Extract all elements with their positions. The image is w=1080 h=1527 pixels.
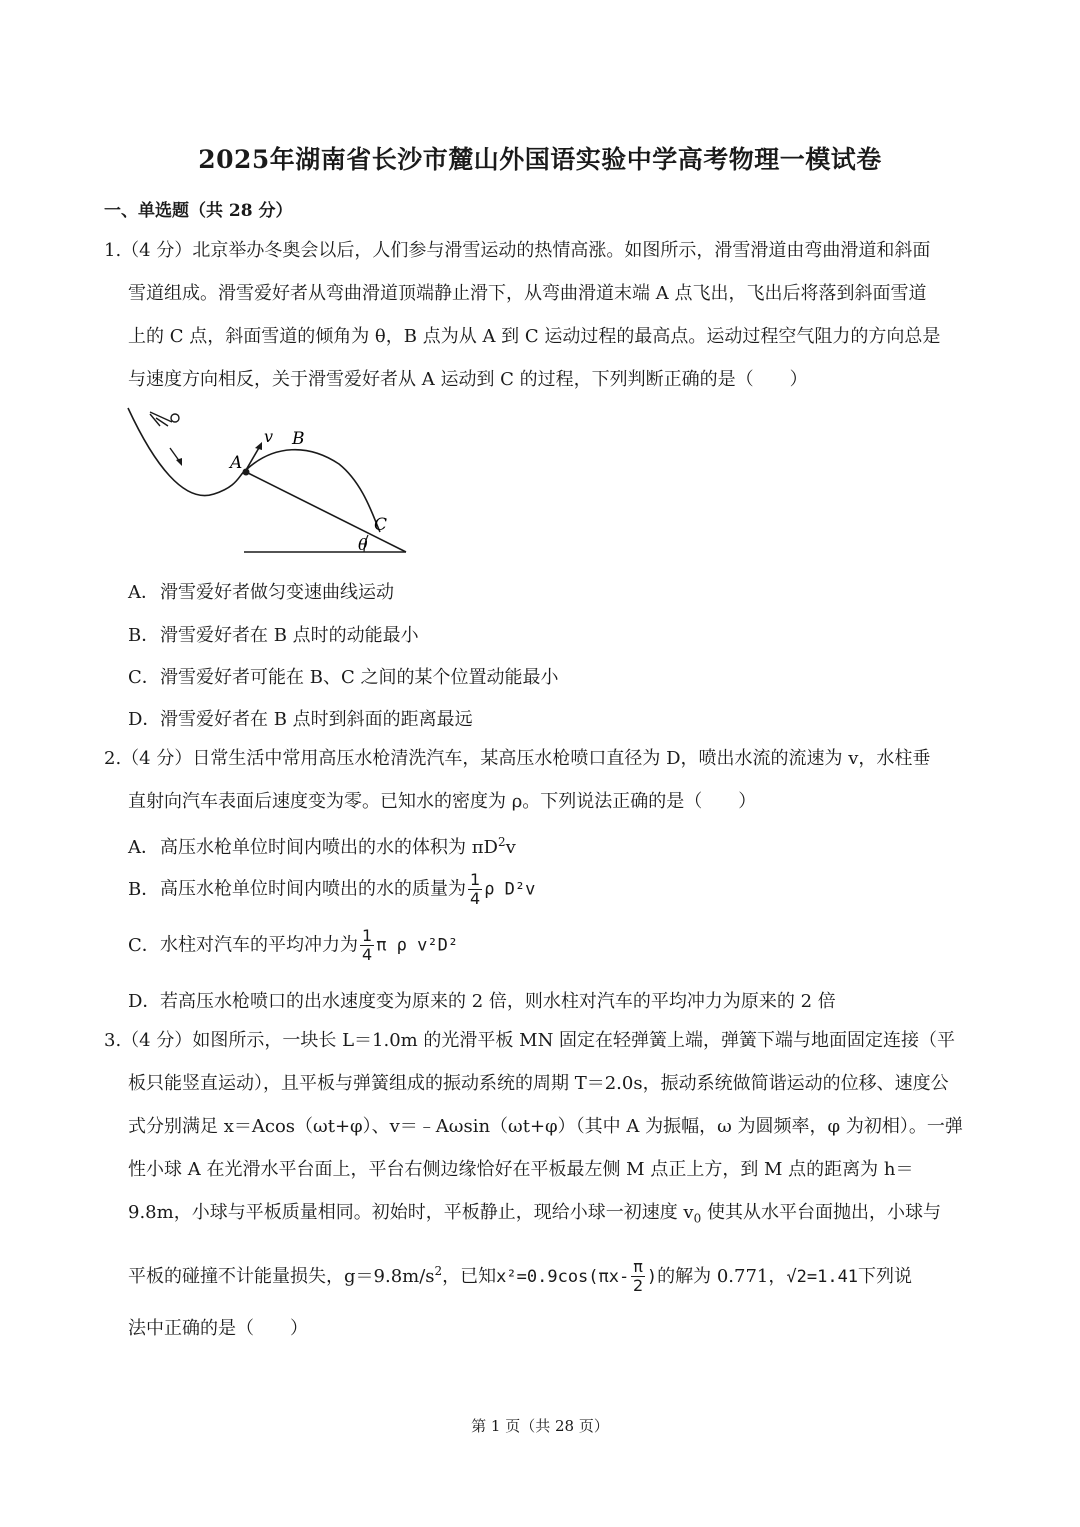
question-1-stem bbox=[104, 229, 980, 401]
curved-slide-track bbox=[128, 408, 246, 496]
label-v: v bbox=[264, 427, 274, 446]
question-3-stem bbox=[104, 1019, 980, 1350]
q1-option-c: C．滑雪爱好者可能在 B、C 之间的某个位置动能最小 bbox=[128, 667, 559, 688]
label-c: C bbox=[374, 515, 388, 535]
q2-option-a: A．高压水枪单位时间内喷出的水的体积为 $\pi D^2v$ bbox=[128, 835, 516, 858]
q3-line: 性小球 A 在光滑水平台面上，平台右侧边缘恰好在平板最左侧 M 点正上方，到 M 点的距离为 h＝ bbox=[128, 1159, 914, 1180]
fraction: $\frac{\pi}{2}$ bbox=[632, 1257, 644, 1296]
q3-line: 平板的碰撞不计能量损失，$g=9.8m/s^2$，已知x²=0.9cos(πx- $\frac{\pi}{2}$ )的解为 0.771，√2=1.41下列说 bbox=[128, 1257, 913, 1296]
q1-line: 与速度方向相反，关于滑雪爱好者从 A 运动到 C 的过程，下列判断正确的是（ ） bbox=[128, 369, 808, 390]
q1-line: 1.（4 分）北京举办冬奥会以后，人们参与滑雪运动的热情高涨。如图所示，滑雪滑道由弯曲滑道和斜面 bbox=[104, 240, 931, 261]
velocity-arrowhead bbox=[255, 442, 262, 450]
fraction: $\frac{1}{4}$ bbox=[470, 870, 481, 908]
q1-line: 雪道组成。滑雪爱好者从弯曲滑道顶端静止滑下，从弯曲滑道末端 A 点飞出，飞出后将落到斜面雪道 bbox=[128, 283, 927, 304]
q3-line: 3.（4 分）如图所示，一块长 L＝1.0m 的光滑平板 MN 固定在轻弹簧上端，弹簧下端与地面固定连接（平 bbox=[104, 1030, 956, 1051]
q2-option-b: B．高压水枪单位时间内喷出的水的质量为 $\frac{1}{4}$ ρ D²v bbox=[128, 870, 536, 908]
q1-option-b: B．滑雪爱好者在 B 点时的动能最小 bbox=[128, 625, 419, 646]
skier-icon bbox=[150, 412, 179, 426]
q1-line: 上的 C 点，斜面雪道的倾角为 θ，B 点为从 A 到 C 运动过程的最高点。运动过程空气阻力的方向总是 bbox=[128, 326, 941, 347]
label-a: A bbox=[230, 453, 243, 473]
page-footer: 第 1 页（共 28 页） bbox=[471, 1417, 609, 1435]
label-theta: θ bbox=[358, 535, 368, 554]
q3-line: 法中正确的是（ ） bbox=[128, 1317, 308, 1339]
velocity-arrow bbox=[246, 446, 260, 470]
q3-line: 板只能竖直运动），且平板与弹簧组成的振动系统的周期 T＝2.0s，振动系统做简谐运动的位移、速度公 bbox=[128, 1073, 949, 1094]
label-b: B bbox=[292, 429, 305, 449]
q2-option-d: D．若高压水枪喷口的出水速度变为原来的 2 倍，则水柱对汽车的平均冲力为原来的 2 倍 bbox=[128, 991, 836, 1012]
q2-line: 2.（4 分）日常生活中常用高压水枪清洗汽车，某高压水枪喷口直径为 D，喷出水流的流速为 v，水柱垂 bbox=[104, 748, 931, 769]
q3-line: 式分别满足 x＝Acos（ωt+φ）、v＝﹣Aωsin（ωt+φ）（其中 A 为振幅，ω 为圆频率，φ 为初相）。一弹 bbox=[128, 1116, 963, 1137]
fraction: $\frac{1}{4}$ bbox=[362, 926, 373, 964]
incline-line bbox=[246, 472, 406, 552]
q1-option-d: D．滑雪爱好者在 B 点时到斜面的距离最远 bbox=[128, 709, 473, 730]
q2-line: 直射向汽车表面后速度变为零。已知水的密度为 ρ。下列说法正确的是（ ） bbox=[128, 791, 757, 812]
question-2-stem bbox=[104, 737, 980, 823]
page-title: 2025年湖南省长沙市麓山外国语实验中学高考物理一模试卷 bbox=[198, 145, 882, 174]
q3-line: 9.8m，小球与平板质量相同。初始时，平板静止，现给小球一初速度 $v_0$ 使其从水平台面抛出，小球与 bbox=[128, 1202, 941, 1226]
section-heading: 一、单选题（共 28 分） bbox=[104, 201, 293, 221]
q2-option-c: C．水柱对汽车的平均冲力为 $\frac{1}{4}$ π ρ v²D² bbox=[128, 926, 459, 964]
ski-slope-figure bbox=[124, 404, 414, 560]
motion-arrowhead bbox=[176, 458, 182, 466]
q1-option-a: A．滑雪爱好者做匀变速曲线运动 bbox=[128, 582, 394, 603]
trajectory-curve bbox=[246, 450, 380, 532]
